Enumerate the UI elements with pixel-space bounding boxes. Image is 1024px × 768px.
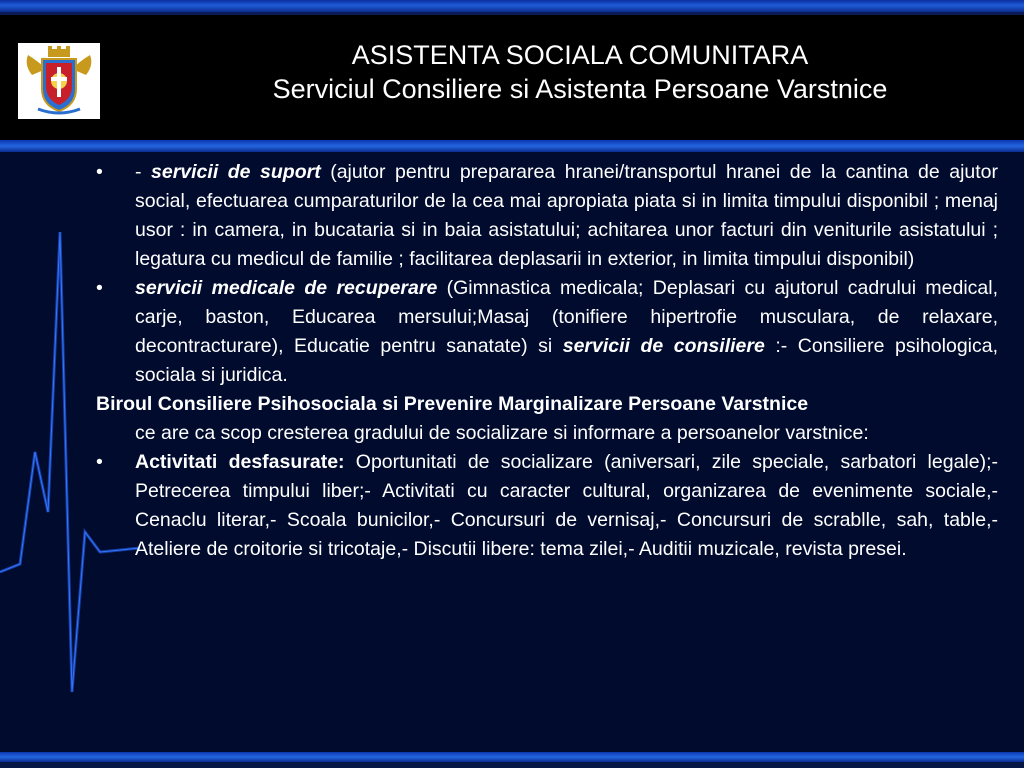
list-item-activities: [96, 448, 998, 564]
emphasis-support-services: servicii de suport: [151, 161, 321, 183]
office-text: ce are ca scop cresterea gradului de socializare si informare a persoanelor varstnice:: [135, 422, 869, 444]
bullet-icon: •: [96, 161, 103, 183]
office-heading: Biroul Consiliere Psihosociala si Prevenire Marginalizare Persoane Varstnice: [96, 393, 809, 415]
bullet-icon: •: [96, 277, 103, 299]
item-text: Oportunitati de socializare (aniversari, zile speciale, sarbatori legale);- Petrecerea timpului liber;- Activitati cu caracter cultural, organizarea de evenimente sociale,- Cenaclu literar,- Scoala bunicilor,- Concursuri de vernisaj,- Concursuri de scrablle, sah, table,- Ateliere de croitorie si tricotaje,- Discutii libere: tema zilei,- Auditii muzicale, revista presei.: [135, 451, 998, 560]
slide-title: [150, 38, 1010, 106]
activities-heading: Activitati desfasurate:: [135, 451, 345, 473]
item-text-2: :- Consiliere psihologica, sociala si juridica.: [135, 335, 999, 386]
coat-of-arms-icon: [18, 43, 100, 119]
bullet-icon: •: [96, 451, 103, 473]
office-description: [96, 390, 998, 448]
bottom-accent-bar: [0, 752, 1024, 762]
title-line-1: ASISTENTA SOCIALA COMUNITARA: [351, 40, 809, 70]
logo: [18, 43, 100, 119]
bottom-accent-line: [0, 762, 1024, 768]
content-body: [96, 158, 998, 564]
top-accent-bar: [0, 0, 1024, 12]
item-text: (ajutor pentru prepararea hranei/transportul hranei de la cantina de ajutor social, efectuarea cumparaturilor de la cea mai apropiata piata si in limita timpului disponibil ; menaj usor : in camera, in bucataria si in baia asistatului; achitarea unor facturi din veniturile asistatului ; legatura cu medicul de familie ; facilitarea deplasarii in exterior, in limita timpului disponibil): [135, 161, 998, 270]
item-prefix: -: [135, 161, 152, 183]
header-divider-bar: [0, 140, 1024, 152]
title-line-2: Serviciul Consiliere si Asistenta Persoane Varstnice: [272, 74, 888, 104]
emphasis-counseling-services: servicii de consiliere: [562, 335, 765, 357]
item-text: (Gimnastica medicala; Deplasari cu ajutorul cadrului medical, carje, baston, Educarea mersului;Masaj (tonifiere hipertrofie musculara, de relaxare, decontracturare), Educatie pentru sanatate) si: [135, 277, 998, 357]
list-item-medical-services: [96, 274, 998, 390]
emphasis-medical-services: servicii medicale de recuperare: [135, 277, 438, 299]
list-item-support-services: [96, 158, 998, 274]
